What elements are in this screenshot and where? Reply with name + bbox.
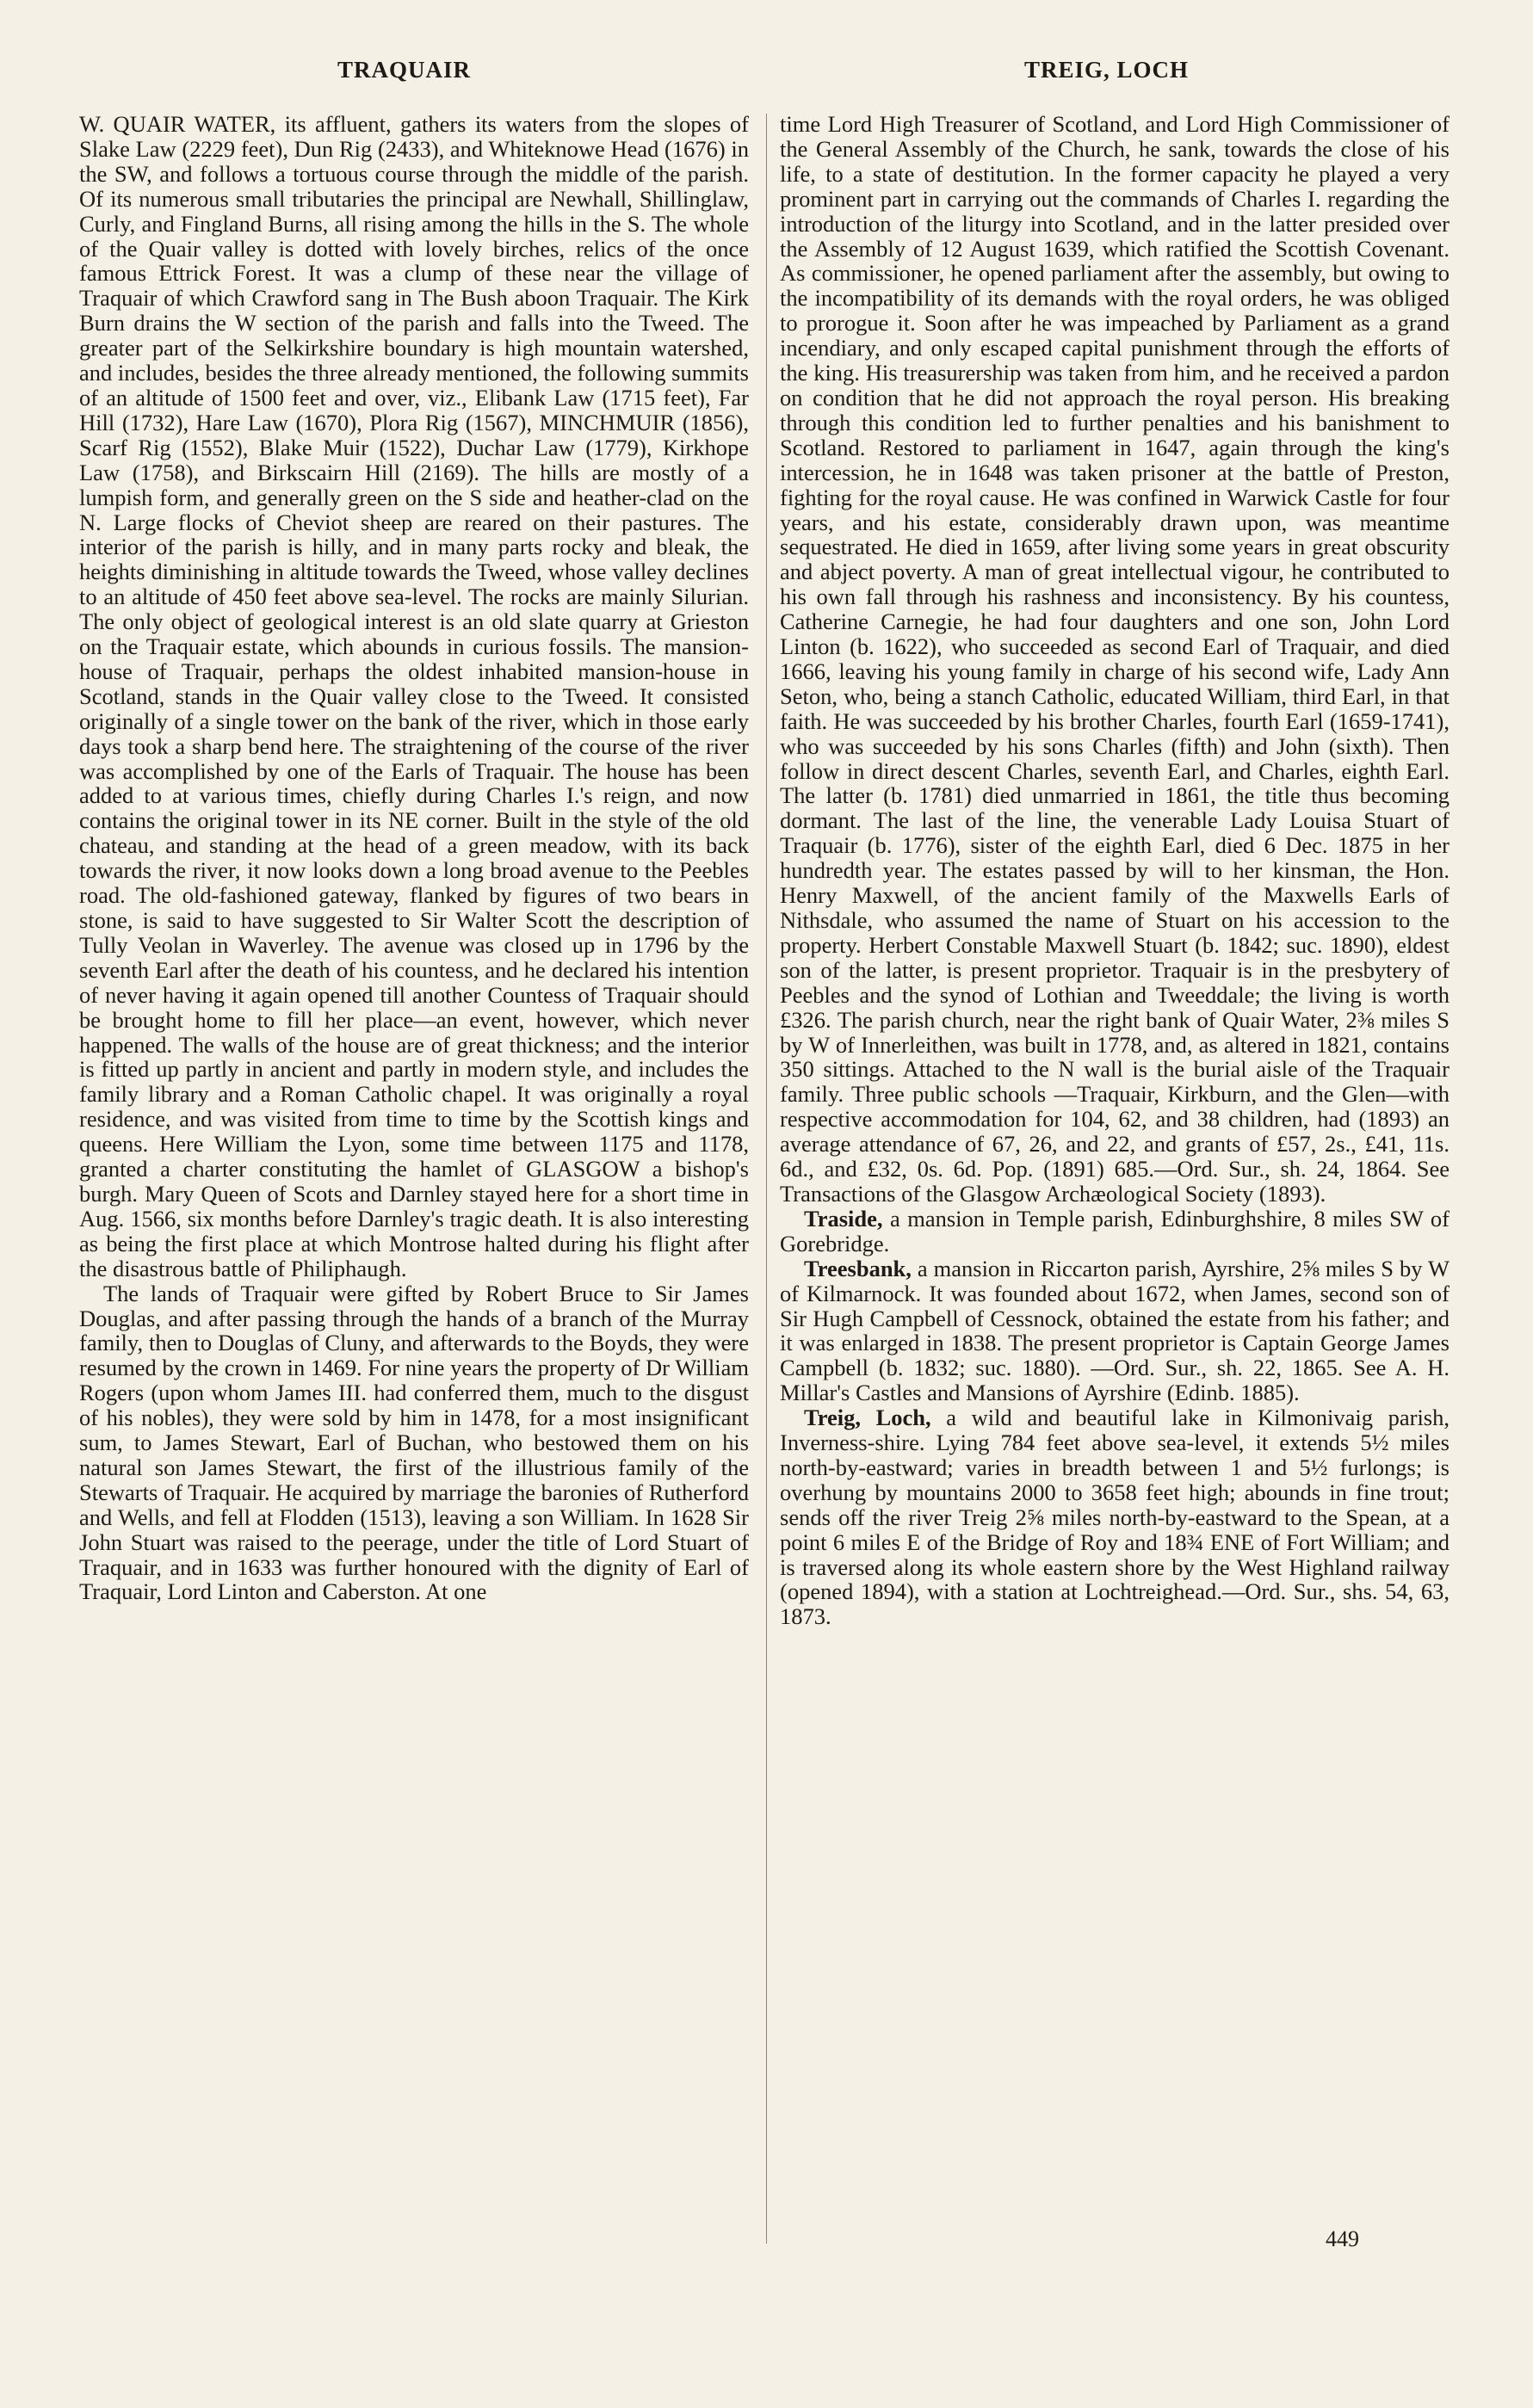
running-head-right: TREIG, LOCH <box>1024 57 1190 83</box>
paragraph-traquair-history: The lands of Traquair were gifted by Robert Bruce to Sir James Douglas, and after passing through the hands of a branch of the Murray family, then to Douglas of Cluny, and afterwards to the Boyds, they were resumed by the crown in 1469. For nine years the property of Dr William Rogers (upon whom James III. had conferred them, much to the disgust of his nobles), they were sold by him in 1478, for a most insignificant sum, to James Stewart, Earl of Buchan, who bestowed them on his natural son James Stewart, the first of the illustrious family of the Stewarts of Traquair. He acquired by marriage the baronies of Rutherford and Wells, and fell at Flodden (1513), leaving a son William. In 1628 Sir John Stuart was raised to the peerage, under the title of Lord Stuart of Traquair, and in 1633 was further honoured with the dignity of Earl of Traquair, Lord Linton and Caberston. At one <box>79 1280 749 1605</box>
entry-title: Traside, <box>804 1205 883 1232</box>
column-divider <box>766 114 767 2244</box>
entry-treig-loch <box>780 1405 1450 1629</box>
running-head-left: TRAQUAIR <box>337 57 472 83</box>
entry-title: Treig, Loch, <box>804 1405 931 1431</box>
entry-text: a wild and beautiful lake in Kilmonivaig parish, Inverness-shire. Lying 784 feet above sea-level, it extends 5½ miles north-by-eastward; varies in breadth between 1 and 5½ furlongs; is overhung by mountains 2000 to 3658 feet high; abounds in fine trout; sends off the river Treig 2⅝ miles north-by-eastward to the Spean, at a point 6 miles E of the Bridge of Roy and 18¾ ENE of Fort William; and is traversed along its whole eastern shore by the West Highland railway (opened 1894), with a station at Lochtreighead.—Ord. Sur., shs. 54, 63, 1873. <box>780 1405 1450 1630</box>
entry-traside <box>780 1207 1450 1256</box>
paragraph-traquair-continuation: time Lord High Treasurer of Scotland, and Lord High Commissioner of the General Assembly of the Church, he sank, towards the close of his life, to a state of destitution. In the former capacity he played a very prominent part in carrying out the commands of Charles I. regarding the introduction of the liturgy into Scotland, and in the latter presided over the Assembly of 12 August 1639, which ratified the Scottish Covenant. As commissioner, he opened parliament after the assembly, but owing to the incompatibility of its demands with the royal orders, he was obliged to prorogue it. Soon after he was impeached by Parliament as a grand incendiary, and only escaped capital punishment through the efforts of the king. His treasurership was taken from him, and he received a pardon on condition that he did not approach the royal person. His breaking through this condition led to further penalties and his banishment to Scotland. Restored to parliament in 1647, again through the king's intercession, he in 1648 was taken prisoner at the battle of Preston, fighting for the royal cause. He was confined in Warwick Castle for four years, and his estate, considerably drawn upon, was meantime sequestrated. He died in 1659, after living some years in great obscurity and abject poverty. A man of great intellectual vigour, he contributed to his own fall through his rashness and inconsistency. By his countess, Catherine Carnegie, he had four daughters and one son, John Lord Linton (b. 1622), who succeeded as second Earl of Traquair, and died 1666, leaving his young family in charge of his second wife, Lady Ann Seton, who, being a stanch Catholic, educated William, third Earl, in that faith. He was succeeded by his brother Charles, fourth Earl (1659-1741), who was succeeded by his sons Charles (fifth) and John (sixth). Then follow in direct descent Charles, seventh Earl, and Charles, eighth Earl. The latter (b. 1781) died unmarried in 1861, the title thus becoming dormant. The last of the line, the venerable Lady Louisa Stuart of Traquair (b. 1776), sister of the eighth Earl, died 6 Dec. 1875 in her hundredth year. The estates passed by will to her kinsman, the Hon. Henry Maxwell, of the ancient family of the Maxwells Earls of Nithsdale, who assumed the name of Stuart on his accession to the property. Herbert Constable Maxwell Stuart (b. 1842; suc. 1890), eldest son of the latter, is present proprietor. Traquair is in the presbytery of Peebles and the synod of Lothian and Tweeddale; the living is worth £326. The parish church, near the right bank of Quair Water, 2⅜ miles S by W of Innerleithen, was built in 1778, and, as altered in 1821, contains 350 sittings. Attached to the N wall is the burial aisle of the Traquair family. Three public schools —Traquair, Kirkburn, and the Glen—with respective accommodation for 104, 62, and 38 children, had (1893) an average attendance of 67, 26, and 22, and grants of £57, 2s., £41, 11s. 6d., and £32, 0s. 6d. Pop. (1891) 685.—Ord. Sur., sh. 24, 1864. See Transactions of the Glasgow Archæological Society (1893). <box>780 111 1450 1207</box>
left-column <box>79 112 749 1604</box>
entry-text: a mansion in Temple parish, Edinburghshire, 8 miles SW of Gorebridge. <box>780 1205 1450 1256</box>
entry-treesbank <box>780 1256 1450 1405</box>
page-number: 449 <box>1326 2226 1359 2251</box>
paragraph-quair-water: W. QUAIR WATER, its affluent, gathers its waters from the slopes of Slake Law (2229 feet), Dun Rig (2433), and Whiteknowe Head (1676) in the SW, and follows a tortuous course through the middle of the parish. Of its numerous small tributaries the principal are Newhall, Shillinglaw, Curly, and Fingland Burns, all rising among the hills in the S. The whole of the Quair valley is dotted with lovely birches, relics of the once famous Ettrick Forest. It was a clump of these near the village of Traquair of which Crawford sang in The Bush aboon Traquair. The Kirk Burn drains the W section of the parish and falls into the Tweed. The greater part of the Selkirkshire boundary is high mountain watershed, and includes, besides the three already mentioned, the following summits of an altitude of 1500 feet and over, viz., Elibank Law (1715 feet), Far Hill (1732), Hare Law (1670), Plora Rig (1567), MINCHMUIR (1856), Scarf Rig (1552), Blake Muir (1522), Duchar Law (1779), Kirkhope Law (1758), and Birkscairn Hill (2169). The hills are mostly of a lumpish form, and generally green on the S side and heather-clad on the N. Large flocks of Cheviot sheep are reared on their pastures. The interior of the parish is hilly, and in many parts rocky and bleak, the heights diminishing in altitude towards the Tweed, whose valley declines to an altitude of 450 feet above sea-level. The rocks are mainly Silurian. The only object of geological interest is an old slate quarry at Grieston on the Traquair estate, which abounds in curious fossils. The mansion-house of Traquair, perhaps the oldest inhabited mansion-house in Scotland, stands in the Quair valley close to the Tweed. It consisted originally of a single tower on the bank of the river, which in those early days took a sharp bend here. The straightening of the course of the river was accomplished by one of the Earls of Traquair. The house has been added to at various times, chiefly during Charles I.'s reign, and now contains the original tower in its NE corner. Built in the style of the old chateau, and standing at the head of a green meadow, with its back towards the river, it now looks down a long broad avenue to the Peebles road. The old-fashioned gateway, flanked by figures of two bears in stone, is said to have suggested to Sir Walter Scott the description of Tully Veolan in Waverley. The avenue was closed up in 1796 by the seventh Earl after the death of his countess, and he declared his intention of never having it again opened till another Countess of Traquair should be brought home to fill her place—an event, however, which never happened. The walls of the house are of great thickness; and the interior is fitted up partly in ancient and partly in modern style, and includes the family library and a Roman Catholic chapel. It was originally a royal residence, and was visited from time to time by the Scottish kings and queens. Here William the Lyon, some time between 1175 and 1178, granted a charter constituting the hamlet of GLASGOW a bishop's burgh. Mary Queen of Scots and Darnley stayed here for a short time in Aug. 1566, six months before Darnley's tragic death. It is also interesting as being the first place at which Montrose halted during his flight after the disastrous battle of Philiphaugh. <box>79 111 749 1281</box>
entry-title: Treesbank, <box>804 1255 912 1281</box>
right-column <box>780 112 1450 1629</box>
entry-text: a mansion in Riccarton parish, Ayrshire, 2⅝ miles S by W of Kilmarnock. It was founded about 1672, when James, second son of Sir Hugh Campbell of Cessnock, obtained the estate from his father; and it was enlarged in 1838. The present proprietor is Captain George James Campbell (b. 1832; suc. 1880). —Ord. Sur., sh. 22, 1865. See A. H. Millar's Castles and Mansions of Ayrshire (Edinb. 1885). <box>780 1255 1450 1406</box>
